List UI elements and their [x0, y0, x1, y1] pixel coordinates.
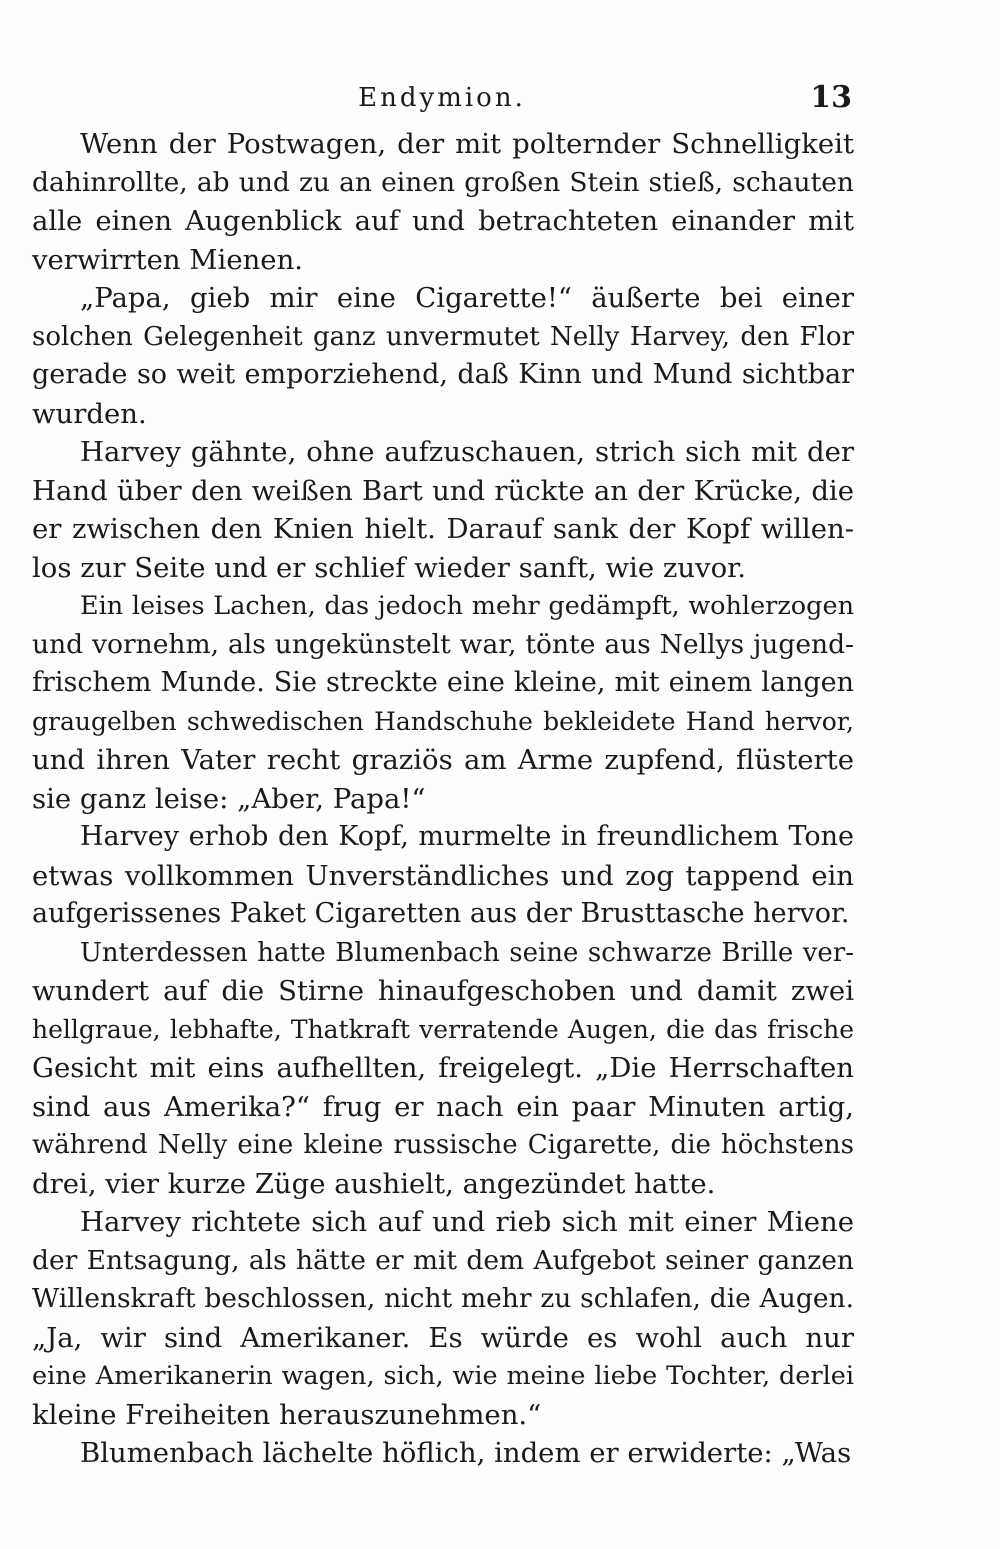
text-line: gerade so weit emporziehend, daß Kinn und Mund sichtbar: [32, 359, 854, 390]
text-line: Hand über den weißen Bart und rückte an der Krücke, die: [32, 474, 854, 507]
text-line: etwas vollkommen Unverständliches und zog tappend ein: [32, 859, 854, 892]
text-line: kleine Freiheiten herauszunehmen.“: [32, 1398, 542, 1431]
paragraph: [32, 433, 854, 587]
text-line: Harvey gähnte, ohne aufzuschauen, strich sich mit der: [80, 436, 854, 468]
paragraph: [32, 1434, 854, 1473]
text-line: drei, vier kurze Züge aushielt, angezündet hatte.: [32, 1167, 716, 1200]
text-line: Unterdessen hatte Blumenbach seine schwarze Brille ver-: [80, 937, 854, 968]
paragraph: [32, 279, 854, 433]
text-line: der Entsagung, als hätte er mit dem Aufgebot seiner ganzen: [32, 1244, 854, 1276]
text-line: und ihren Vater recht graziös am Arme zupfend, flüsterte: [32, 744, 854, 776]
text-line: solchen Gelegenheit ganz unvermutet Nelly Harvey, den Flor: [32, 321, 854, 352]
text-line: hellgraue, lebhafte, Thatkraft verratende Augen, die das frische: [32, 1014, 854, 1044]
text-line: wurden.: [32, 397, 147, 430]
text-line: Wenn der Postwagen, der mit polternder Schnelligkeit: [80, 128, 854, 160]
text-line: Blumenbach lächelte höflich, indem er erwiderte: „Was: [80, 1437, 852, 1469]
text-line: eine Amerikanerin wagen, sich, wie meine liebe Tochter, derlei: [32, 1361, 854, 1391]
page-number: 13: [810, 80, 852, 115]
text-line: dahinrollte, ab und zu an einen großen Stein stieß, schauten: [32, 166, 854, 198]
text-line: verwirrten Mienen.: [32, 243, 304, 276]
text-line: Ein leises Lachen, das jedoch mehr gedämpft, wohlerzogen: [80, 591, 854, 621]
text-line: Willenskraft beschlossen, nicht mehr zu schlafen, die Augen.: [32, 1283, 854, 1314]
text-line: Harvey erhob den Kopf, murmelte in freundlichem Tone: [80, 821, 854, 852]
paragraph: [32, 1203, 854, 1434]
text-line: sie ganz leise: „Aber, Papa!“: [32, 782, 426, 815]
text-line: „Papa, gieb mir eine Cigarette!“ äußerte bei einer: [80, 282, 854, 314]
paragraph: [32, 125, 854, 279]
body-text: [32, 125, 854, 1473]
paragraph: [32, 587, 854, 818]
page-header: [32, 78, 852, 118]
text-line: „Ja, wir sind Amerikaner. Es würde es wohl auch nur: [32, 1321, 854, 1354]
text-line: los zur Seite und er schlief wieder sanft, wie zuvor.: [32, 551, 747, 584]
text-line: wundert auf die Stirne hinaufgeschoben und damit zwei: [32, 975, 854, 1007]
paragraph: [32, 934, 854, 1204]
text-line: Gesicht mit eins aufhellten, freigelegt. „Die Herrschaften: [32, 1052, 854, 1084]
paragraph: [32, 818, 854, 934]
text-line: alle einen Augenblick auf und betrachteten einander mit: [32, 205, 854, 237]
text-line: und vornehm, als ungekünstelt war, tönte aus Nellys jugend-: [32, 628, 854, 660]
text-line: aufgerissenes Paket Cigaretten aus der Brusttasche hervor.: [32, 898, 850, 929]
text-line: sind aus Amerika?“ frug er nach ein paar Minuten artig,: [32, 1090, 854, 1123]
text-line: frischem Munde. Sie streckte eine kleine, mit einem langen: [32, 667, 854, 698]
text-line: graugelben schwedischen Handschuhe bekleidete Hand hervor,: [32, 706, 854, 736]
running-title: Endymion.: [358, 83, 526, 113]
text-line: er zwischen den Knien hielt. Darauf sank der Kopf willen-: [32, 513, 854, 545]
text-line: Harvey richtete sich auf und rieb sich mit einer Miene: [80, 1206, 854, 1238]
text-line: während Nelly eine kleine russische Cigarette, die höchstens: [32, 1130, 854, 1160]
